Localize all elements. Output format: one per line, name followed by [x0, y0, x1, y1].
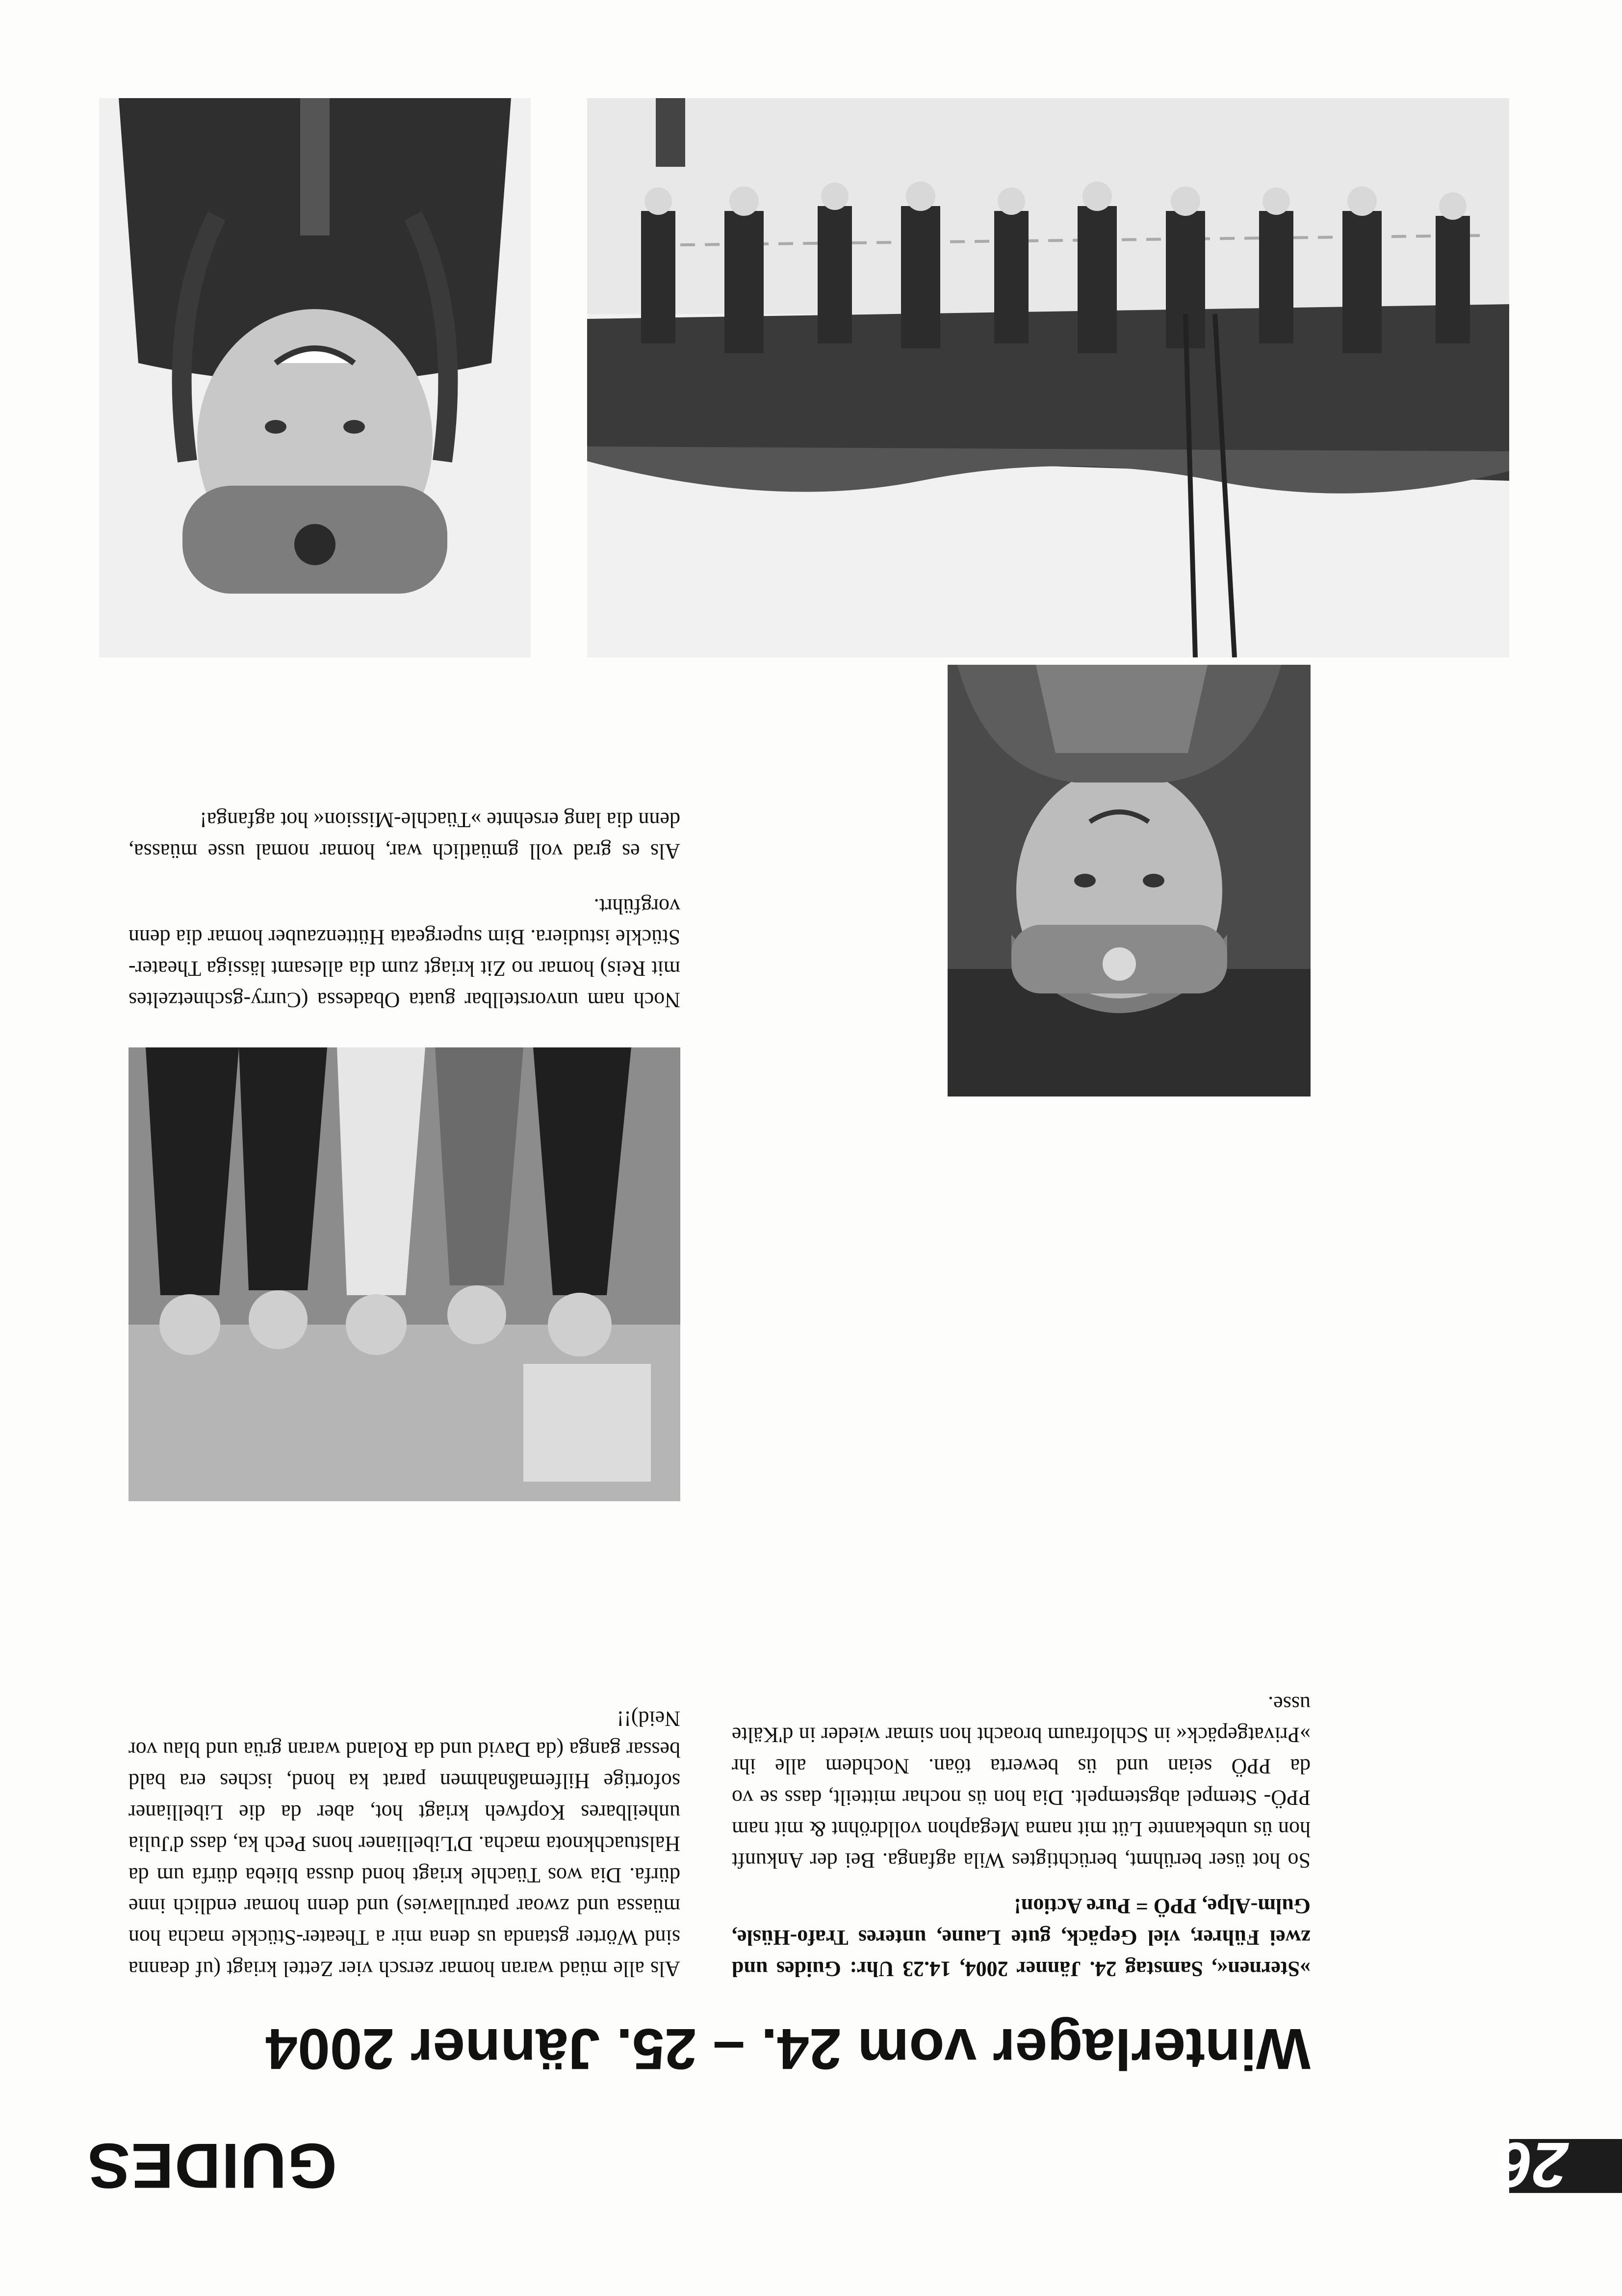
- group-outdoor-snow-line: [587, 98, 1509, 657]
- article-subheading: »Sternen«, Samstag 24. Jänner 2004, 14.23 Uhr: Guides und zwei Führer, viel Gepäck, gute Laune, unteres Trafo-Hüsle, Gulm-Alpe, PPÖ = Pure Action!: [732, 1894, 1311, 1981]
- photo-girl-with-knit-cap: [99, 98, 531, 657]
- paragraph: Noch nam unvorstellbar guata Obadessa (Curry-gschnetzeltes mit Reis) homar no Zit kriagt zum dia allesamt lässiga Theater-Stückle istudiera. Bim supergeata Hüttenzauber homar dia denn vorgführt.: [129, 894, 680, 1012]
- group-photo-indoor: [129, 1047, 680, 1501]
- article-title: Winterlager vom 24. – 25. Jänner 2004: [265, 2016, 1311, 2081]
- page-number-bar: [1497, 2129, 1622, 2201]
- page-number: 26: [1497, 2129, 1568, 2201]
- paragraph: So hot üser berühmt, berüchtigtes Wila agfanga. Bei der Ankunft hon üs unbekannte Lüt mit nama Megaphon volldröhnt & mit nam PPÖ- Stempel abgstempelt. Dia hon üs nochar mitteilt, dass se vo da PPÖ seian und üs bewerta töan. Nochdem alle ihr »Privatgepäck« in Schlofraum broacht hon simar wieder in d'Kälte usse.: [732, 1692, 1311, 1873]
- right-column: [129, 1703, 680, 1984]
- girl-with-knit-cap-smiling: [99, 98, 531, 657]
- right-column-lower: [129, 804, 680, 1016]
- photo-group-outdoor: [587, 98, 1509, 657]
- section-label: GUIDES: [86, 2130, 337, 2202]
- photo-girl-with-beanie: [948, 665, 1311, 1096]
- paragraph: Als es grad voll gmüatlich war, homar nomal usse müassa, denn dia lang ersehnte »Tüachle-Mission« hot agfanga!: [129, 808, 680, 863]
- paragraph: Als alle müad waran homar zersch vier Zettel kriagt (uf deanna sind Wörter gstanda us dena mir a Theater-Stückle macha hon müassa und zwoar patrullawies) und denn homar endlich inne dürfa. Dia wos Tüachle kriagt hond dussa blieba dürfa um da Halstuachknota macha. D'Libellianer hons Pech ka, dass d'Julia unheilbares Kopfweh kriagt hot, aber da die Libellianer sofortige Hilfemaßnahmen parat ka hond, isches era bald bessar ganga (da David und da Roland waran grüa und blau vor Neid)!!: [129, 1706, 680, 1981]
- photo-group-indoor: [129, 1047, 680, 1501]
- left-column: [732, 1688, 1311, 1984]
- girl-with-beanie-portrait: [948, 665, 1311, 1096]
